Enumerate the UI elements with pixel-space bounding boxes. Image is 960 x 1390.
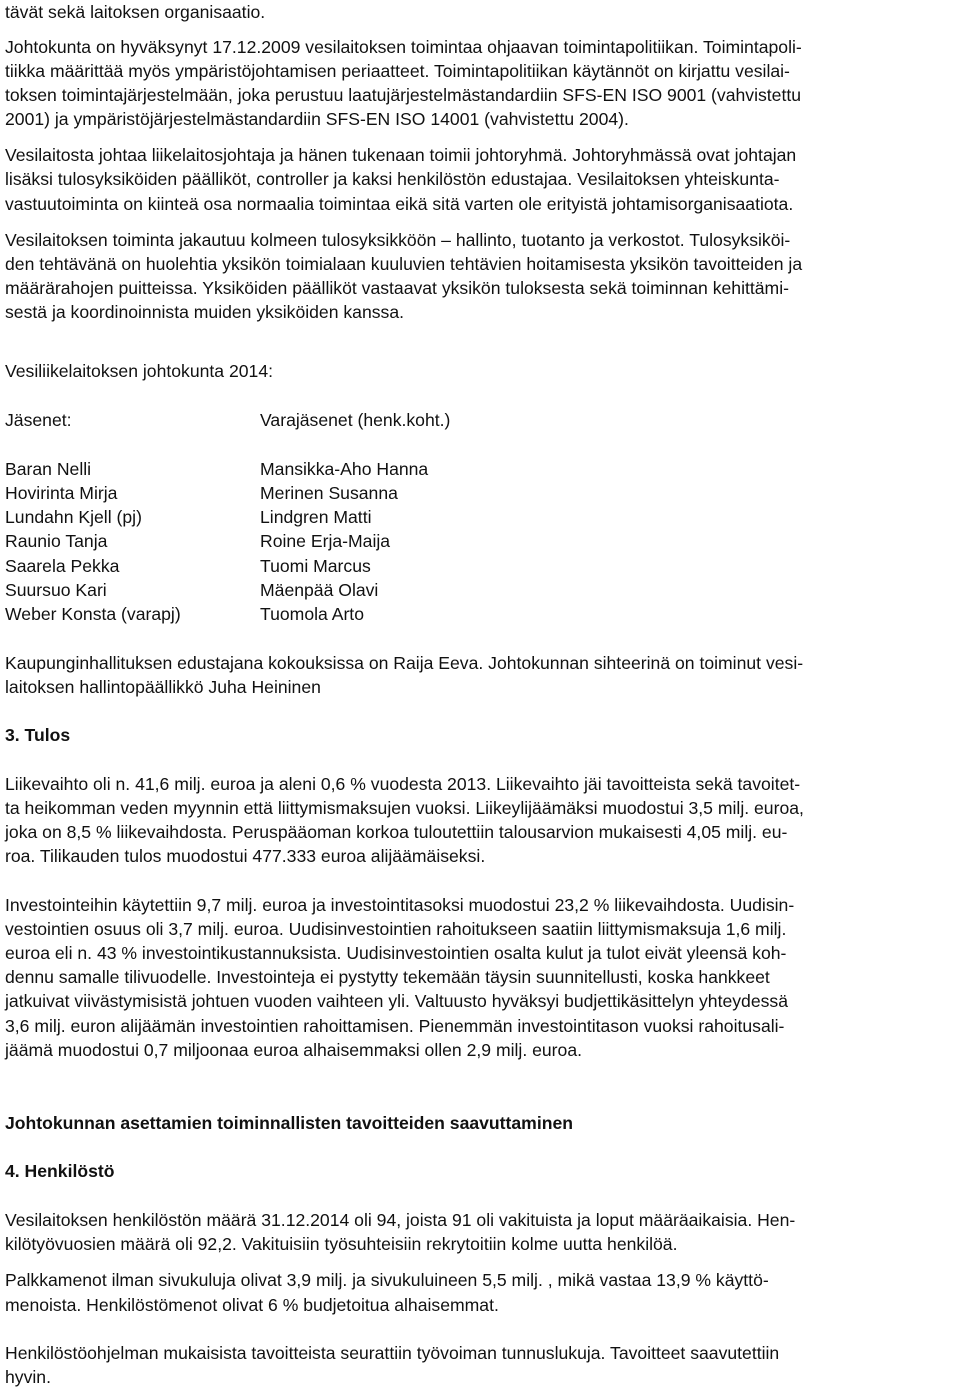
member-name: Saarela Pekka (5, 556, 120, 576)
section-4-heading: 4. Henkilöstö (5, 1161, 115, 1181)
text-line: Henkilöstöohjelman mukaisista tavoitteista seurattiin työvoiman tunnuslukuja. Tavoitteet saavutettiin (5, 1343, 780, 1363)
text-line: tiikka määrittää myös ympäristöjohtamisen periaatteet. Toimintapolitiikan käytännöt on kirjattu vesilai- (5, 61, 790, 81)
text-line: 2001) ja ympäristöjärjestelmästandardiin SFS-EN ISO 14001 (vahvistettu 2004). (5, 109, 629, 129)
text-line: lisäksi tulosyksiköiden päälliköt, controller ja kaksi henkilöstön edustajaa. Vesilaitoksen yhteiskunta- (5, 169, 780, 189)
section-3-heading: 3. Tulos (5, 725, 71, 745)
text-line: Palkkamenot ilman sivukuluja olivat 3,9 milj. ja sivukuluineen 5,5 milj. , mikä vastaa 13,9 % käyttö- (5, 1270, 769, 1290)
text-line: jäämä muodostui 0,7 miljoonaa euroa alhaisemmaksi ollen 2,9 milj. euroa. (5, 1040, 582, 1060)
text-line: Vesilaitoksen toiminta jakautuu kolmeen tulosyksikköön – hallinto, tuotanto ja verkostot. Tulosyksiköi- (5, 230, 791, 250)
deputy-name: Merinen Susanna (260, 483, 398, 503)
board-heading: Vesiliikelaitoksen johtokunta 2014: (5, 361, 273, 381)
text-line: sestä ja koordinoinnista muiden yksiköiden kanssa. (5, 302, 405, 322)
text-line: hyvin. (5, 1367, 51, 1387)
members-header: Jäsenet: (5, 410, 72, 430)
text-line: vastuutoiminta on kiinteä osa normaalia toimintaa eikä sitä varten ole erityistä johtamisorganisaatiota. (5, 194, 794, 214)
text-line: toksen toimintajärjestelmään, joka perustuu laatujärjestelmästandardiin SFS-EN ISO 9001 (vahvistettu (5, 85, 802, 105)
text-line: ta heikomman veden myynnin että liittymismaksujen vuoksi. Liikeylijäämäksi muodostui 3,5 milj. euroa, (5, 798, 804, 818)
goals-heading: Johtokunnan asettamien toiminnallisten tavoitteiden saavuttaminen (5, 1113, 573, 1133)
member-name: Raunio Tanja (5, 531, 108, 551)
text-line: Vesilaitosta johtaa liikelaitosjohtaja ja hänen tukenaan toimii johtoryhmä. Johtoryhmässä ovat johtajan (5, 145, 797, 165)
text-line: Kaupunginhallituksen edustajana kokouksissa on Raija Eeva. Johtokunnan sihteerinä on toiminut vesi- (5, 653, 804, 673)
text-line: laitoksen hallintopäällikkö Juha Heininen (5, 677, 321, 697)
text-line: Investointeihin käytettiin 9,7 milj. euroa ja investointitasoksi muodostui 23,2 % liikevaihdosta. Uudisin- (5, 895, 795, 915)
deputy-name: Tuomi Marcus (260, 556, 371, 576)
text-line: menoista. Henkilöstömenot olivat 6 % budjetoitua alhaisemmat. (5, 1295, 499, 1315)
text-line: dennu samalle tilivuodelle. Investointeja ei pystytty tekemään täysin suunnitellusti, koska hankkeet (5, 967, 770, 987)
intro-tail: tävät sekä laitoksen organisaatio. (5, 2, 266, 22)
text-line: määrärahojen puitteissa. Yksiköiden päälliköt vastaavat yksikön tuloksesta sekä toiminnan kehittämi- (5, 278, 789, 298)
member-name: Suursuo Kari (5, 580, 107, 600)
text-line: euroa eli n. 43 % investointikustannuksista. Uudisinvestointien osalta kulut ja tulot eivät yleensä koh- (5, 943, 787, 963)
member-name: Hovirinta Mirja (5, 483, 118, 503)
deputy-name: Mansikka-Aho Hanna (260, 459, 429, 479)
text-line: roa. Tilikauden tulos muodostui 477.333 euroa alijäämäiseksi. (5, 846, 486, 866)
member-name: Lundahn Kjell (pj) (5, 507, 142, 527)
deputy-name: Tuomola Arto (260, 604, 364, 624)
deputies-header: Varajäsenet (henk.koht.) (260, 410, 451, 430)
text-line: Johtokunta on hyväksynyt 17.12.2009 vesilaitoksen toimintaa ohjaavan toimintapolitiikan. Toimintapoli- (5, 37, 802, 57)
text-line: joka on 8,5 % liikevaihdosta. Peruspääoman korkoa tuloutettiin talousarvion mukaisesti 4,05 milj. eu- (5, 822, 788, 842)
deputy-name: Mäenpää Olavi (260, 580, 379, 600)
member-name: Baran Nelli (5, 459, 92, 479)
text-line: 3,6 milj. euron alijäämän investointien rahoittamisen. Pienemmän investointitason vuoksi rahoitusali- (5, 1016, 785, 1036)
text-line: Liikevaihto oli n. 41,6 milj. euroa ja aleni 0,6 % vuodesta 2013. Liikevaihto jäi tavoitteista sekä tavoitet- (5, 774, 801, 794)
deputy-name: Lindgren Matti (260, 507, 372, 527)
text-line: vestointien osuus oli 3,7 milj. euroa. Uudisinvestointien rahoitukseen saatiin liittymismaksuja 1,6 milj. (5, 919, 787, 939)
text-line: kilötyövuosien määrä oli 92,2. Vakituisiin työsuhteisiin rekrytoitiin kolme uutta henkilöä. (5, 1234, 678, 1254)
text-line: den tehtävänä on huolehtia yksikön toimialaan kuuluvien tehtävien hoitamisesta yksikön tavoitteiden ja (5, 254, 803, 274)
deputy-name: Roine Erja-Maija (260, 531, 391, 551)
member-name: Weber Konsta (varapj) (5, 604, 181, 624)
text-line: jatkuivat viivästymisistä johtuen vuoden vaihteen yli. Valtuusto hyväksyi budjettikäsittelyn yhteydessä (5, 991, 788, 1011)
text-line: Vesilaitoksen henkilöstön määrä 31.12.2014 oli 94, joista 91 oli vakituista ja loput määräaikaisia. Hen- (5, 1210, 796, 1230)
